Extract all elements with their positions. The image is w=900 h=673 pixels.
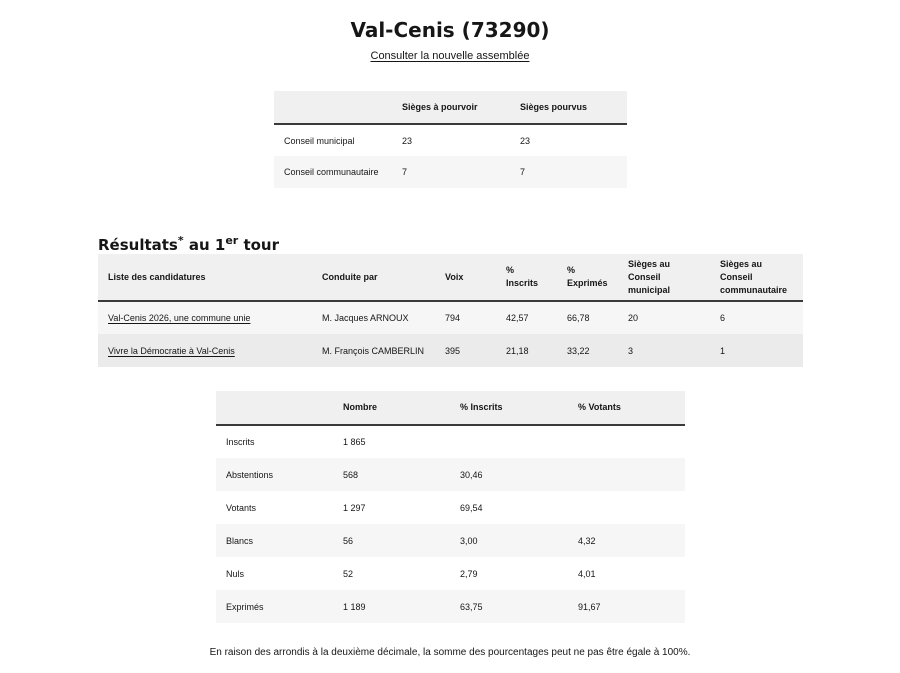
results-header-seats-community: Sièges au Conseil communautaire bbox=[720, 258, 788, 295]
participation-row-number: 56 bbox=[343, 535, 354, 546]
participation-row-pct-registered: 63,75 bbox=[460, 601, 483, 612]
participation-row-pct-voters bbox=[568, 425, 685, 458]
results-row-seats-municipal: 20 bbox=[628, 313, 639, 323]
seats-row-filled: 23 bbox=[520, 135, 531, 146]
participation-row-label: Votants bbox=[226, 502, 257, 513]
participation-row-label: Inscrits bbox=[226, 437, 255, 447]
candidate-list-link[interactable]: Vivre la Démocratie à Val-Cenis bbox=[108, 345, 235, 356]
results-table-header-row bbox=[98, 254, 803, 301]
participation-row-pct-registered: 30,46 bbox=[460, 469, 483, 480]
participation-table bbox=[216, 391, 685, 623]
seats-row-label: Conseil communautaire bbox=[284, 167, 379, 177]
results-row-votes: 794 bbox=[445, 313, 461, 323]
assembly-link-container bbox=[0, 49, 900, 63]
participation-row-pct-registered: 3,00 bbox=[460, 535, 478, 546]
results-row-led-by: M. François CAMBERLIN bbox=[322, 345, 425, 356]
results-row-list bbox=[98, 301, 312, 334]
participation-row-number: 52 bbox=[343, 568, 354, 579]
participation-header-pct-registered: % Inscrits bbox=[460, 402, 503, 412]
results-table bbox=[98, 254, 803, 367]
results-table-row bbox=[98, 334, 803, 367]
participation-row-label: Blancs bbox=[226, 535, 254, 546]
participation-table-row bbox=[216, 458, 685, 491]
participation-header-number: Nombre bbox=[343, 402, 378, 412]
participation-row-number: 1 865 bbox=[343, 437, 366, 447]
results-row-list bbox=[98, 334, 312, 367]
participation-row-number: 1 297 bbox=[343, 502, 366, 513]
seats-row-to-fill: 7 bbox=[402, 167, 408, 177]
results-heading-middle: au 1 bbox=[183, 236, 226, 255]
results-table-row bbox=[98, 301, 803, 334]
participation-header-empty bbox=[216, 391, 333, 425]
results-heading-star: * bbox=[177, 234, 184, 248]
participation-row-number: 1 189 bbox=[343, 601, 366, 612]
rounding-footnote: En raison des arrondis à la deuxième décimale, la somme des pourcentages peut ne pas être égale à 100%. bbox=[209, 647, 691, 658]
results-heading-sup: er bbox=[225, 234, 239, 248]
participation-row-pct-voters: 91,67 bbox=[578, 601, 601, 612]
results-header-list: Liste des candidatures bbox=[108, 271, 206, 282]
seats-table-row bbox=[274, 124, 627, 156]
seats-table-header-row bbox=[274, 91, 627, 124]
results-row-seats-municipal: 3 bbox=[628, 345, 634, 356]
results-row-pct-expressed: 33,22 bbox=[567, 345, 590, 356]
seats-header-filled: Sièges pourvus bbox=[520, 101, 588, 112]
participation-row-pct-voters bbox=[568, 491, 685, 524]
participation-table-row bbox=[216, 557, 685, 590]
participation-row-pct-voters: 4,32 bbox=[578, 535, 596, 546]
participation-table-row bbox=[216, 425, 685, 458]
seats-header-to-fill: Sièges à pourvoir bbox=[402, 101, 478, 112]
participation-row-pct-registered: 2,79 bbox=[460, 568, 478, 579]
participation-row-label: Exprimés bbox=[226, 601, 264, 612]
seats-row-filled: 7 bbox=[520, 167, 526, 177]
seats-row-label: Conseil municipal bbox=[284, 135, 355, 146]
participation-table-row bbox=[216, 491, 685, 524]
participation-row-pct-registered: 69,54 bbox=[460, 502, 483, 513]
participation-row-pct-voters bbox=[568, 458, 685, 491]
results-row-seats-community: 1 bbox=[720, 345, 726, 356]
page-title: Val-Cenis (73290) bbox=[350, 18, 550, 43]
results-row-votes: 395 bbox=[445, 345, 461, 356]
participation-row-pct-registered bbox=[450, 425, 568, 458]
participation-table-row bbox=[216, 590, 685, 623]
results-header-votes: Voix bbox=[445, 271, 464, 282]
results-header-pct-expressed: % Exprimés bbox=[567, 265, 608, 288]
participation-row-pct-voters: 4,01 bbox=[578, 568, 596, 579]
participation-table-header-row bbox=[216, 391, 685, 425]
results-header-pct-registered: % Inscrits bbox=[506, 265, 539, 288]
participation-header-pct-voters: % Votants bbox=[578, 402, 621, 412]
results-row-pct-registered: 42,57 bbox=[506, 313, 529, 323]
results-heading-main: Résultats bbox=[98, 236, 178, 255]
seats-header-empty bbox=[274, 91, 392, 124]
results-row-pct-registered: 21,18 bbox=[506, 345, 529, 356]
seats-table bbox=[274, 91, 627, 188]
participation-row-number: 568 bbox=[343, 469, 359, 480]
seats-row-to-fill: 23 bbox=[402, 135, 413, 146]
consult-assembly-link[interactable]: Consulter la nouvelle assemblée bbox=[370, 50, 530, 62]
results-heading-end: tour bbox=[238, 236, 279, 255]
candidate-list-link[interactable]: Val-Cenis 2026, une commune unie bbox=[108, 313, 251, 323]
seats-table-row bbox=[274, 156, 627, 188]
participation-row-label: Nuls bbox=[226, 568, 245, 579]
results-header-seats-municipal: Sièges au Conseil municipal bbox=[628, 258, 671, 295]
results-row-led-by: M. Jacques ARNOUX bbox=[322, 313, 409, 323]
participation-row-label: Abstentions bbox=[226, 469, 274, 480]
results-row-pct-expressed: 66,78 bbox=[567, 313, 590, 323]
results-header-led-by: Conduite par bbox=[322, 271, 378, 282]
results-row-seats-community: 6 bbox=[720, 313, 726, 323]
participation-table-row bbox=[216, 524, 685, 557]
